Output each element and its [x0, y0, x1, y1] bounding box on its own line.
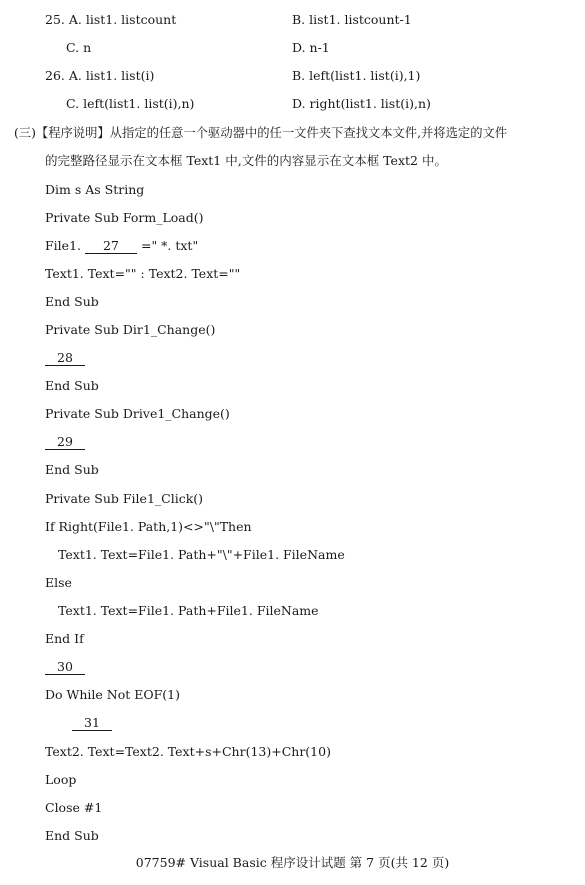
code-end-sub-4: End Sub [45, 828, 99, 843]
blank-29: 29 [45, 435, 85, 450]
code-dir-change: Private Sub Dir1_Change() [45, 322, 216, 337]
code-end-sub-1: End Sub [45, 294, 99, 309]
code-text2-append: Text2. Text=Text2. Text+s+Chr(13)+Chr(10) [45, 744, 331, 759]
q26-option-a: 26. A. list1. list(i) [45, 68, 155, 83]
blank-30: 30 [45, 660, 85, 675]
blank-30-line [45, 659, 85, 675]
code-form-load: Private Sub Form_Load() [45, 210, 204, 225]
code-text-clear: Text1. Text="" : Text2. Text="" [45, 266, 241, 281]
code-text1-no-slash: Text1. Text=File1. Path+File1. FileName [58, 603, 319, 618]
code-drive-change: Private Sub Drive1_Change() [45, 406, 230, 421]
code-text1-with-slash: Text1. Text=File1. Path+"\"+File1. FileName [58, 547, 345, 562]
section-description-line2: 的完整路径显示在文本框 Text1 中,文件的内容显示在文本框 Text2 中。 [45, 153, 447, 168]
code-file1-prefix: File1. [45, 238, 81, 253]
q25-option-c: C. n [66, 40, 92, 55]
code-loop: Loop [45, 772, 77, 787]
code-if-right: If Right(File1. Path,1)<>"\"Then [45, 519, 252, 534]
q25-option-a: 25. A. list1. listcount [45, 12, 177, 27]
page-footer: 07759# Visual Basic 程序设计试题 第 7 页(共 12 页) [135, 855, 450, 870]
q25-option-d: D. n-1 [292, 40, 330, 55]
code-else: Else [45, 575, 72, 590]
code-file-pattern-line [45, 238, 198, 254]
blank-29-line [45, 434, 85, 450]
code-do-while: Do While Not EOF(1) [45, 687, 180, 702]
blank-31-line [72, 715, 112, 731]
code-file1-suffix: =" *. txt" [140, 238, 199, 253]
blank-31: 31 [72, 716, 112, 731]
q25-option-b: B. list1. listcount-1 [292, 12, 412, 27]
code-file-click: Private Sub File1_Click() [45, 491, 204, 506]
code-dim: Dim s As String [45, 182, 145, 197]
q26-option-b: B. left(list1. list(i),1) [292, 68, 421, 83]
blank-28-line [45, 350, 85, 366]
code-end-if: End If [45, 631, 84, 646]
section-description-line1: (三)【程序说明】从指定的任意一个驱动器中的任一文件夹下查找文本文件,并将选定的文件 [14, 126, 508, 140]
blank-27: 27 [85, 239, 137, 254]
code-end-sub-3: End Sub [45, 462, 99, 477]
blank-28: 28 [45, 351, 85, 366]
q26-option-c: C. left(list1. list(i),n) [66, 96, 195, 111]
code-end-sub-2: End Sub [45, 378, 99, 393]
code-close: Close #1 [45, 800, 103, 815]
q26-option-d: D. right(list1. list(i),n) [292, 96, 431, 111]
